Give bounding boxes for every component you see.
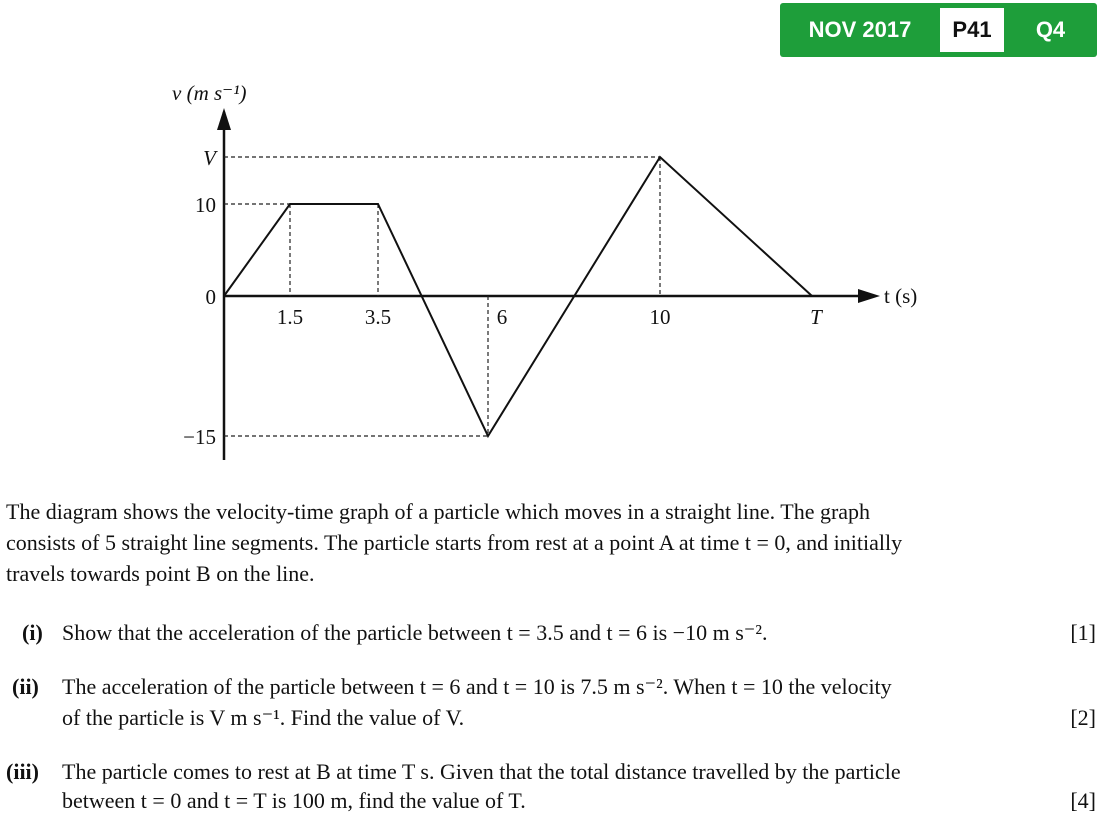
y-axis-arrowhead bbox=[217, 108, 231, 130]
question-ii-marks: [2] bbox=[1070, 705, 1096, 730]
y-tick-labels bbox=[183, 146, 218, 449]
badge-paper: P41 bbox=[940, 8, 1004, 52]
x-axis-arrowhead bbox=[858, 289, 880, 303]
question-ii-label: (ii) bbox=[12, 674, 39, 699]
badge-question: Q4 bbox=[1035, 17, 1066, 42]
question-i-text: Show that the acceleration of the particle between t = 3.5 and t = 6 is −10 m s⁻². bbox=[62, 620, 768, 645]
x-tick-labels bbox=[277, 305, 823, 329]
x-tick-label: 6 bbox=[496, 305, 508, 329]
x-tick-label: 10 bbox=[649, 305, 671, 329]
y-tick-label: −15 bbox=[183, 425, 216, 449]
question-i-label: (i) bbox=[22, 620, 43, 645]
y-axis-label: v (m s⁻¹) bbox=[172, 81, 247, 105]
y-tick-label: 0 bbox=[205, 285, 216, 309]
exam-reference-badge bbox=[780, 3, 1097, 57]
intro-line-3: travels towards point B on the line. bbox=[6, 561, 315, 586]
intro-line-2: consists of 5 straight line segments. The particle starts from rest at a point A at time t = 0, and initially bbox=[6, 530, 903, 555]
x-tick-label: 1.5 bbox=[276, 305, 304, 329]
intro-paragraph bbox=[6, 496, 1098, 589]
x-axis-label: t (s) bbox=[884, 284, 918, 308]
question-iii-marks: [4] bbox=[1070, 788, 1096, 813]
question-iii-label: (iii) bbox=[6, 759, 39, 784]
y-tick-label: V bbox=[203, 146, 216, 170]
velocity-time-graph bbox=[0, 60, 960, 470]
intro-line-1: The diagram shows the velocity-time graph of a particle which moves in a straight line. The graph bbox=[6, 499, 871, 524]
badge-session: NOV 2017 bbox=[808, 17, 912, 42]
question-iii-text-1: The particle comes to rest at B at time T s. Given that the total distance travelled by the particle bbox=[62, 759, 901, 784]
x-tick-label: T bbox=[810, 305, 822, 329]
question-i-marks: [1] bbox=[1070, 620, 1096, 645]
y-tick-label: 10 bbox=[195, 193, 216, 217]
x-tick-label: 3.5 bbox=[364, 305, 392, 329]
question-ii-text-2: of the particle is V m s⁻¹. Find the value of V. bbox=[62, 705, 465, 730]
question-iii-text-2: between t = 0 and t = T is 100 m, find the value of T. bbox=[62, 788, 526, 813]
question-ii-text-1: The acceleration of the particle between t = 6 and t = 10 is 7.5 m s⁻². When t = 10 the velocity bbox=[62, 674, 892, 699]
